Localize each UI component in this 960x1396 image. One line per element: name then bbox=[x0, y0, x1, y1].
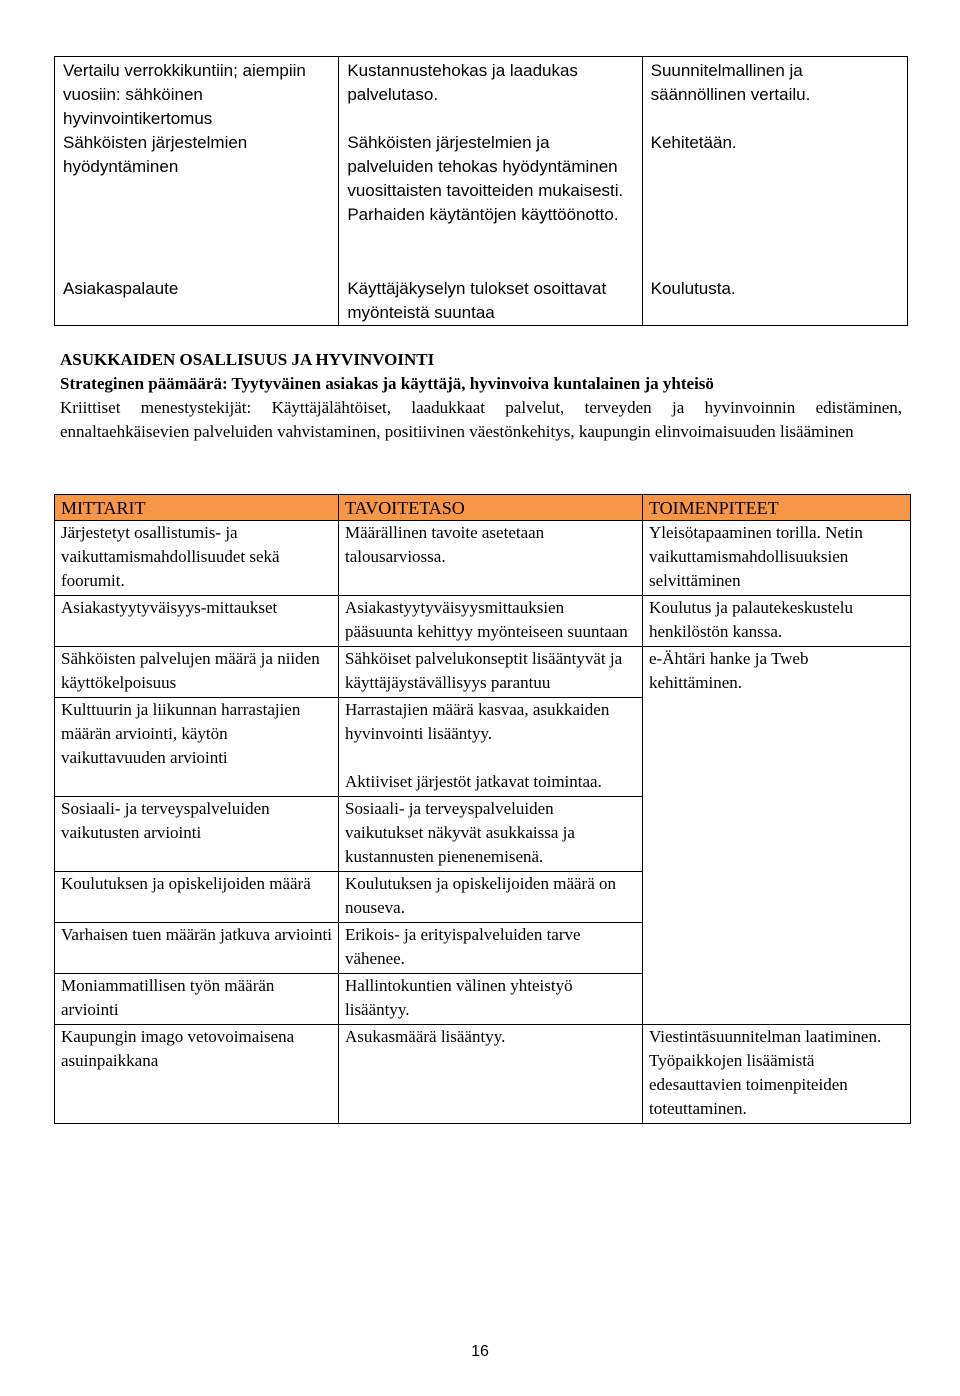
table-row bbox=[55, 797, 911, 872]
top-cell-survey-results: Käyttäjäkyselyn tulokset osoittavat myönteistä suuntaa bbox=[347, 279, 607, 322]
target-text: Harrastajien määrä kasvaa, asukkaiden hyvinvointi lisääntyy. bbox=[345, 700, 610, 743]
top-table-column-3 bbox=[642, 57, 907, 325]
action-cell: e-Ähtäri hanke ja Tweb kehittäminen. bbox=[643, 647, 911, 698]
action-cell bbox=[643, 872, 911, 923]
metric-cell: Asiakastyytyväisyys-mittaukset bbox=[55, 596, 339, 647]
top-cell-efficient-use: Sähköisten järjestelmien ja palveluiden tehokas hyödyntäminen vuosittaisten tavoitteiden mukaisesti. Parhaiden käytäntöjen käyttöönotto. bbox=[347, 133, 624, 224]
top-table-column-2 bbox=[338, 57, 641, 325]
critical-success-factors: Kriittiset menestystekijät: Käyttäjälähtöiset, laadukkaat palvelut, terveyden ja hyvinvoinnin edistäminen, ennaltaehkäisevien palveluiden vahvistaminen, positiivinen väestönkehitys, kaupungin elinvoimaisuuden lisääminen bbox=[60, 398, 902, 441]
cell-spacer bbox=[345, 746, 636, 770]
action-cell bbox=[643, 698, 911, 797]
target-cell: Asiakastyytyväisyysmittauksien pääsuunta kehittyy myönteiseen suuntaan bbox=[339, 596, 643, 647]
metric-cell: Varhaisen tuen määrän jatkuva arviointi bbox=[55, 923, 339, 974]
table-row bbox=[55, 698, 911, 797]
top-cell-customer-feedback: Asiakaspalaute bbox=[63, 279, 179, 298]
table-row bbox=[55, 923, 911, 974]
header-tavoitetaso: TAVOITETASO bbox=[339, 495, 643, 521]
metric-cell: Sosiaali- ja terveyspalveluiden vaikutusten arviointi bbox=[55, 797, 339, 872]
target-cell: Määrällinen tavoite asetetaan talousarviossa. bbox=[339, 521, 643, 596]
header-toimenpiteet: TOIMENPITEET bbox=[643, 495, 911, 521]
metrics-header-row bbox=[55, 495, 911, 521]
table-row bbox=[55, 596, 911, 647]
top-cell-cost-efficient: Kustannustehokas ja laadukas palvelutaso. bbox=[347, 61, 578, 104]
metric-cell: Järjestetyt osallistumis- ja vaikuttamismahdollisuudet sekä foorumit. bbox=[55, 521, 339, 596]
header-mittarit: MITTARIT bbox=[55, 495, 339, 521]
target-cell: Hallintokuntien välinen yhteistyö lisääntyy. bbox=[339, 974, 643, 1025]
metric-cell: Kulttuurin ja liikunnan harrastajien määrän arviointi, käytön vaikuttavuuden arviointi bbox=[55, 698, 339, 797]
target-cell: Erikois- ja erityispalveluiden tarve vähenee. bbox=[339, 923, 643, 974]
section-title: ASUKKAIDEN OSALLISUUS JA HYVINVOINTI bbox=[60, 350, 435, 369]
metric-cell: Koulutuksen ja opiskelijoiden määrä bbox=[55, 872, 339, 923]
target-cell: Asukasmäärä lisääntyy. bbox=[339, 1025, 643, 1124]
metric-cell: Moniammatillisen työn määrän arviointi bbox=[55, 974, 339, 1025]
table-row bbox=[55, 647, 911, 698]
target-cell: Sähköiset palvelukonseptit lisääntyvät ja käyttäjäystävällisyys parantuu bbox=[339, 647, 643, 698]
metric-cell: Kaupungin imago vetovoimaisena asuinpaikkana bbox=[55, 1025, 339, 1124]
action-cell bbox=[643, 797, 911, 872]
target-cell bbox=[339, 698, 643, 797]
top-cell-comparison: Vertailu verrokkikuntiin; aiempiin vuosiin: sähköinen hyvinvointikertomus bbox=[63, 61, 306, 128]
action-cell: Koulutus ja palautekeskustelu henkilöstön kanssa. bbox=[643, 596, 911, 647]
top-cell-training: Koulutusta. bbox=[650, 279, 736, 298]
target-cell: Sosiaali- ja terveyspalveluiden vaikutukset näkyvät asukkaissa ja kustannusten pienenemisenä. bbox=[339, 797, 643, 872]
target-cell: Koulutuksen ja opiskelijoiden määrä on nouseva. bbox=[339, 872, 643, 923]
top-cell-electronic-systems: Sähköisten järjestelmien hyödyntäminen bbox=[63, 133, 248, 176]
top-table-column-1 bbox=[55, 57, 338, 325]
action-cell: Viestintäsuunnitelman laatiminen. Työpaikkojen lisäämistä edesauttavien toimenpiteiden toteuttaminen. bbox=[643, 1025, 911, 1124]
table-row bbox=[55, 1025, 911, 1124]
top-table bbox=[54, 56, 908, 326]
page-number: 16 bbox=[471, 1343, 489, 1360]
target-extra-text: Aktiiviset järjestöt jatkavat toimintaa. bbox=[345, 772, 602, 791]
table-row bbox=[55, 872, 911, 923]
action-cell bbox=[643, 974, 911, 1025]
metric-cell: Sähköisten palvelujen määrä ja niiden käyttökelpoisuus bbox=[55, 647, 339, 698]
strategic-goal: Strateginen päämäärä: Tyytyväinen asiakas ja käyttäjä, hyvinvoiva kuntalainen ja yhteisö bbox=[60, 374, 714, 393]
table-row bbox=[55, 974, 911, 1025]
section-header bbox=[60, 348, 902, 444]
table-row bbox=[55, 521, 911, 596]
top-cell-planned-comparison: Suunnitelmallinen ja säännöllinen vertailu. bbox=[650, 61, 811, 104]
action-cell: Yleisötapaaminen torilla. Netin vaikuttamismahdollisuuksien selvittäminen bbox=[643, 521, 911, 596]
top-cell-developed: Kehitetään. bbox=[650, 133, 737, 152]
metrics-table bbox=[54, 494, 911, 1124]
action-cell bbox=[643, 923, 911, 974]
